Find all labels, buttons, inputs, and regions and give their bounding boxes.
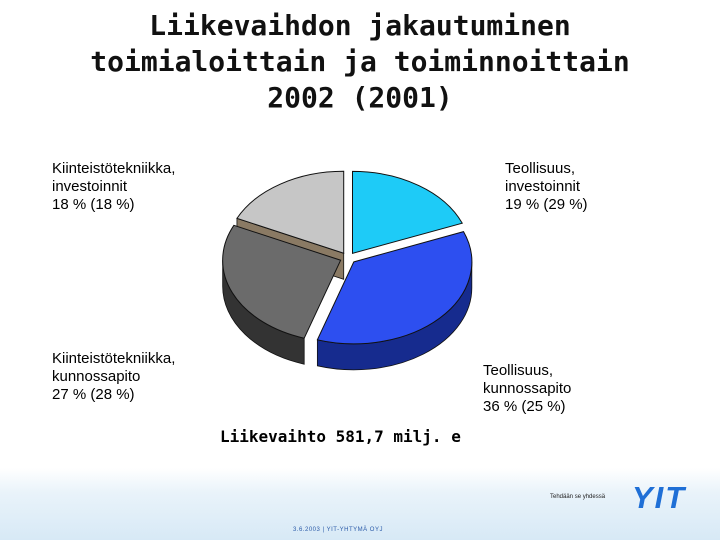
company-logo: YIT (632, 480, 687, 515)
slice-label-kiinteistotekniikka-investoinnit: Kiinteistötekniikka, investoinnit 18 % (18 %) (52, 160, 176, 213)
slice-label-teollisuus-kunnossapito: Teollisuus, kunnossapito 36 % (25 %) (483, 362, 572, 415)
chart-title: Liikevaihdon jakautuminen toimialoittain ja toiminnoittain 2002 (2001) (90, 9, 630, 114)
slice-label-kiinteistotekniikka-kunnossapito: Kiinteistötekniikka, kunnossapito 27 % (28 %) (52, 350, 176, 403)
revenue-total: Liikevaihto 581,7 milj. e (220, 427, 461, 446)
company-slogan: Tehdään se yhdessä (550, 494, 606, 500)
footer-date-company: 3.6.2003 | YIT-YHTYMÄ OYJ (293, 527, 383, 533)
slice-label-teollisuus-investoinnit: Teollisuus, investoinnit 19 % (29 %) (505, 160, 588, 213)
